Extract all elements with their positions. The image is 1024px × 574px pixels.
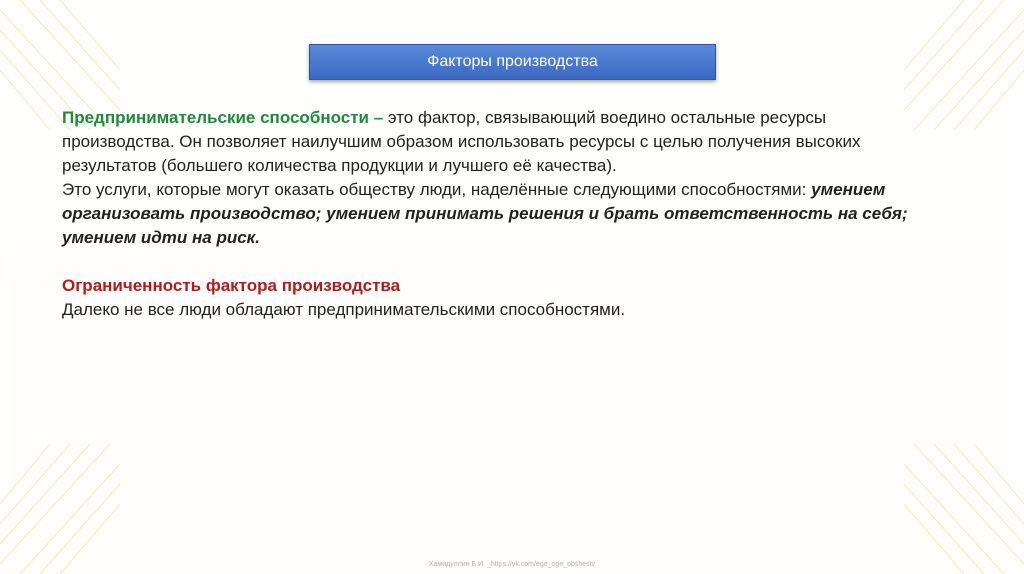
slide-body	[62, 106, 942, 322]
term-entrepreneurial-abilities: Предпринимательские способности –	[62, 108, 384, 127]
services-intro: Это услуги, которые могут оказать обществу люди, наделённые следующими способностями:	[62, 180, 807, 199]
footer-credit: Хамидуллин Б.И. _https://vk.com/ege_oge_obshestv	[428, 561, 596, 568]
abilities-list: умением организовать производство; умением принимать решения и брать ответственность на себя; умением идти на риск.	[62, 180, 908, 247]
definition-text: это фактор, связывающий воедино остальные ресурсы производства. Он позволяет наилучшим образом использовать ресурсы с целью получения высоких результатов (большего количества продукции и лучшего её качества).	[62, 108, 861, 175]
corner-ornament-bottom-left	[0, 444, 120, 574]
slide-title: Факторы производства	[309, 44, 716, 80]
limitation-text: Далеко не все люди обладают предпринимательскими способностями.	[62, 300, 626, 319]
paragraph-services	[62, 178, 942, 250]
limitation-heading: Ограниченность фактора производства	[62, 276, 401, 295]
corner-ornament-bottom-right	[904, 444, 1024, 574]
paragraph-definition	[62, 106, 942, 178]
